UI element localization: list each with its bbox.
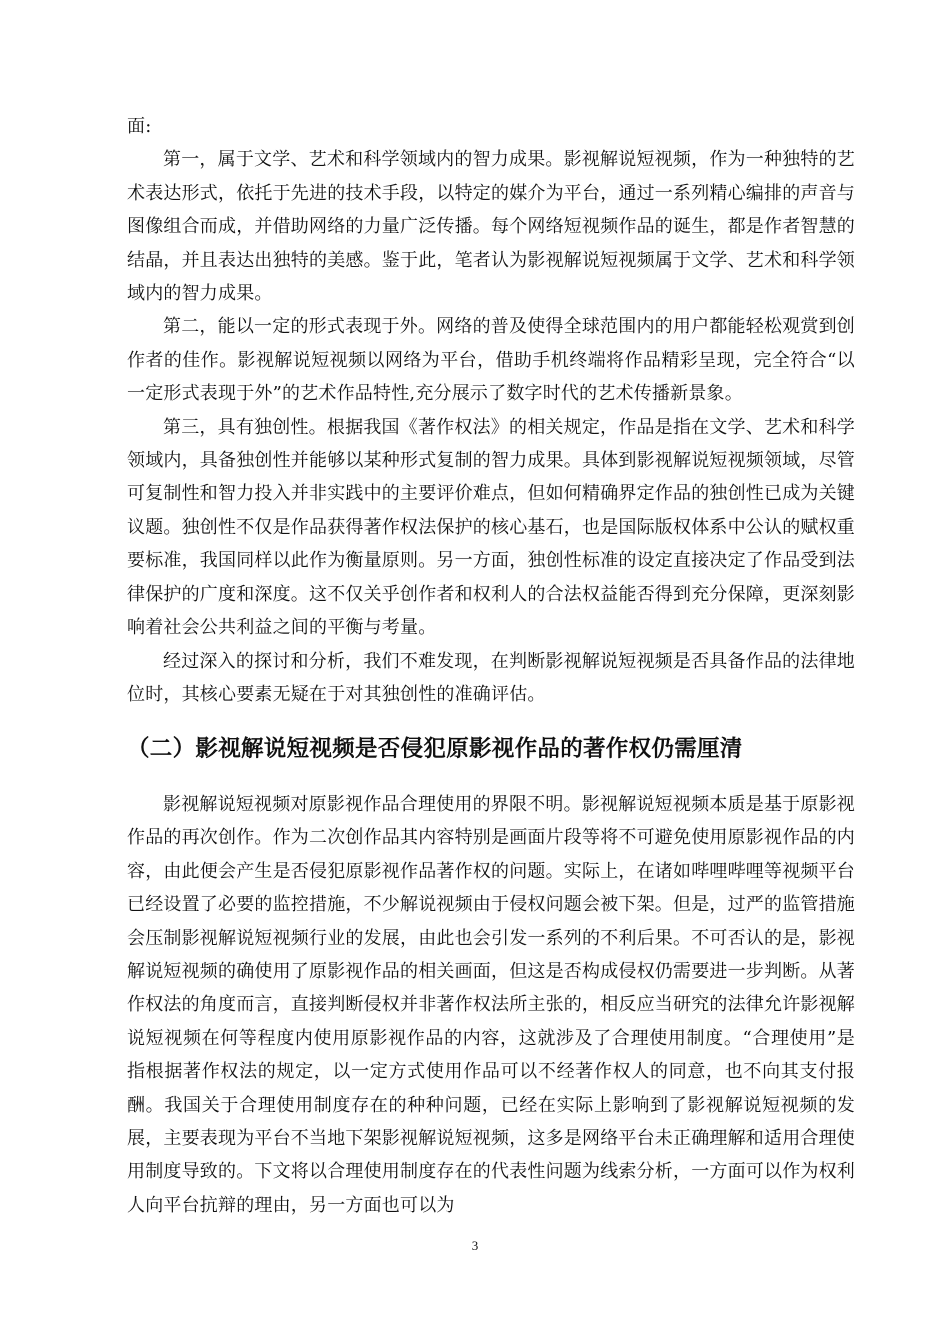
page-number: 3: [471, 1238, 479, 1253]
paragraph-fair-use: 影视解说短视频对原影视作品合理使用的界限不明。影视解说短视频本质是基于原影视作品的再次创作。作为二次创作品其内容特别是画面片段等将不可避免使用原影视作品的内容，由此便会产生是否侵犯原影视作品著作权的问题。实际上，在诸如哔哩哔哩等视频平台已经设置了必要的监控措施，不少解说视频由于侵权问题会被下架。但是，过严的监管措施会压制影视解说短视频行业的发展，由此也会引发一系列的不利后果。不可否认的是，影视解说短视频的确使用了原影视作品的相关画面，但这是否构成侵权仍需要进一步判断。从著作权法的角度而言，直接判断侵权并非著作权法所主张的，相反应当研究的法律允许影视解说短视频在何等程度内使用原影视作品的内容，这就涉及了合理使用制度。“合理使用”是指根据著作权法的规定，以一定方式使用作品可以不经著作权人的同意，也不向其支付报酬。我国关于合理使用制度存在的种种问题，已经在实际上影响到了影视解说短视频的发展，主要表现为平台不当地下架影视解说短视频，这多是网络平台未正确理解和适用合理使用制度导致的。下文将以合理使用制度存在的代表性问题为线索分析，一方面可以作为权利人向平台抗辩的理由，另一方面也可以为: [127, 794, 855, 1216]
paragraph-first-criterion: 第一，属于文学、艺术和科学领域内的智力成果。影视解说短视频，作为一种独特的艺术表达形式，依托于先进的技术手段，以特定的媒介为平台，通过一系列精心编排的声音与图像组合而成，并借助网络的力量广泛传播。每个网络短视频作品的诞生，都是作者智慧的结晶，并且表达出独特的美感。鉴于此，笔者认为影视解说短视频属于文学、艺术和科学领域内的智力成果。: [127, 149, 855, 305]
paragraph-continuation: 面:: [127, 116, 152, 137]
body-text-bottom: [127, 788, 855, 1222]
paragraph-second-criterion: 第二，能以一定的形式表现于外。网络的普及使得全球范围内的用户都能轻松观赏到创作者的佳作。影视解说短视频以网络为平台，借助手机终端将作品精彩呈现，完全符合“以一定形式表现于外”的艺术作品特性,充分展示了数字时代的艺术传播新景象。: [127, 316, 855, 405]
paragraph-third-criterion: 第三，具有独创性。根据我国《著作权法》的相关规定，作品是指在文学、艺术和科学领域内，具备独创性并能够以某种形式复制的智力成果。具体到影视解说短视频领域，尽管可复制性和智力投入并非实践中的主要评价难点，但如何精确界定作品的独创性已成为关键议题。独创性不仅是作品获得著作权法保护的核心基石，也是国际版权体系中公认的赋权重要标准，我国同样以此作为衡量原则。另一方面，独创性标准的设定直接决定了作品受到法律保护的广度和深度。这不仅关乎创作者和权利人的合法权益能否得到充分保障，更深刻影响着社会公共利益之间的平衡与考量。: [127, 416, 855, 639]
body-text-top: [127, 110, 855, 711]
paragraph-conclusion: 经过深入的探讨和分析，我们不难发现，在判断影视解说短视频是否具备作品的法律地位时，其核心要素无疑在于对其独创性的准确评估。: [127, 650, 855, 705]
section-heading: （二）影视解说短视频是否侵犯原影视作品的著作权仍需厘清: [127, 736, 743, 762]
